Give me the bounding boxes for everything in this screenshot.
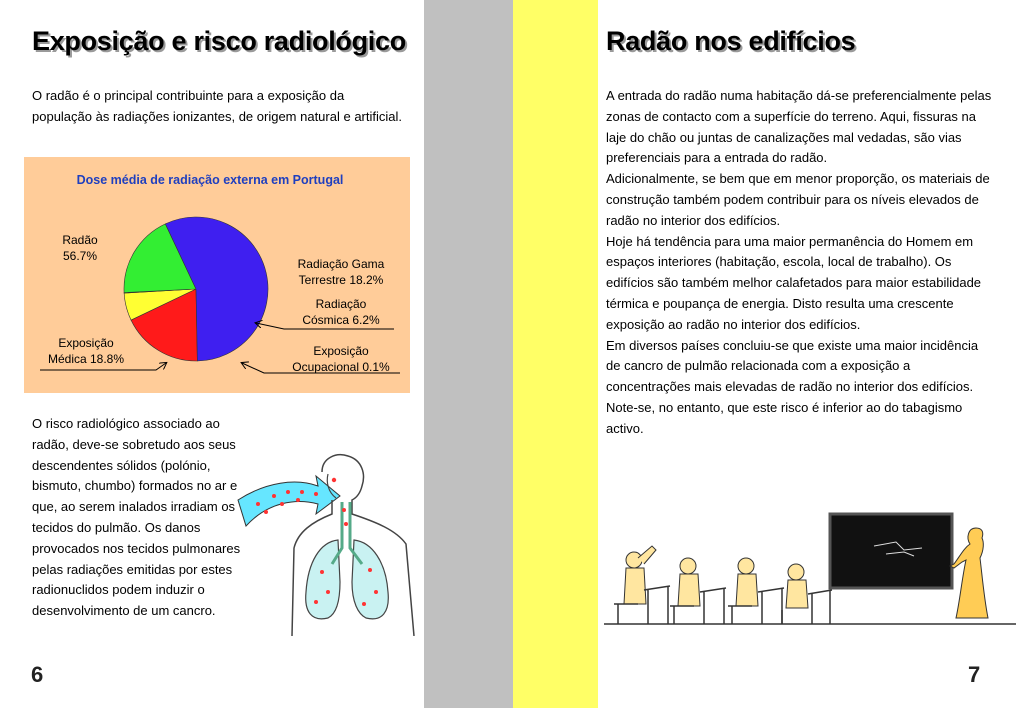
label-cosmica-2: Cósmica 6.2% xyxy=(302,313,380,327)
page-number-right: 7 xyxy=(968,662,981,687)
left-page-title: Exposição e risco radiológico xyxy=(32,26,406,56)
inhaled-air-arrow xyxy=(238,476,340,526)
page-number-left: 6 xyxy=(31,662,44,687)
gray-stripe-left xyxy=(424,0,513,708)
right-page-title: Radão nos edifícios xyxy=(606,26,856,56)
teacher-figure xyxy=(950,528,988,618)
label-radao-1: Radão xyxy=(62,233,98,247)
left-risk-text: O risco radiológico associado ao radão, deve-se sobretudo aos seus descendentes sólidos (polónio, bismuto, chumbo) formados no ar e que, ao serem inalados irradiam os tecidos do pulmão. Os danos provocados nos tecidos pulmonares pelas radiações emitidas por estes radionuclidos podem induzir o desenvolvimento de um cancro. xyxy=(32,416,241,619)
right-paragraph-4: Em diversos países concluiu-se que existe uma maior incidência de cancro de pulmão relacionada com a exposição a concentrações mais elevadas de radão no interior dos edifícios. Note-se, no entanto, que este risco é inferior ao do tabagismo activo. xyxy=(606,337,979,436)
lungs-illustration xyxy=(236,452,426,636)
label-cosmica-1: Radiação xyxy=(315,297,367,311)
label-gama-1: Radiação Gama xyxy=(297,257,385,271)
label-medica-2: Médica 18.8% xyxy=(47,352,125,366)
right-paragraph-3: Hoje há tendência para uma maior permanência do Homem em espaços interiores (habitação, escola, local de trabalho). Os edifícios são também melhor calafetados para maior estabilidade térmica e poupança de energia. Disto resulta uma crescente exposição ao radão no interior dos edifícios. xyxy=(606,233,982,332)
label-gama-2: Terrestre 18.2% xyxy=(298,273,384,287)
label-radao-2: 56.7% xyxy=(62,249,98,263)
pie-slices xyxy=(124,217,268,361)
pie-chart xyxy=(24,157,410,393)
label-ocupacional-2: Ocupacional 0.1% xyxy=(292,360,390,374)
classroom-illustration xyxy=(604,508,1016,632)
chart-title: Dose média de radiação externa em Portugal xyxy=(76,173,344,187)
label-medica-1: Exposição xyxy=(58,336,114,350)
blackboard xyxy=(830,514,952,588)
yellow-stripe xyxy=(513,0,598,708)
right-paragraph-1: A entrada do radão numa habitação dá-se preferencialmente pelas zonas de contacto com a superfície do terreno. Aqui, fissuras na laje do chão ou juntas de canalizações mal vedadas, são vias preferenciais para a entrada do radão. xyxy=(606,88,992,166)
left-intro-text: O radão é o principal contribuinte para a exposição da população às radiações ionizantes, de origem natural e artificial. xyxy=(32,88,402,124)
label-ocupacional-1: Exposição xyxy=(313,344,369,358)
pie-chart-panel xyxy=(24,157,410,393)
right-paragraph-2: Adicionalmente, se bem que em menor proporção, os materiais de construção também podem contribuir para os níveis elevados de radão no interior dos edifícios. xyxy=(606,171,990,228)
right-body-text xyxy=(606,86,994,440)
